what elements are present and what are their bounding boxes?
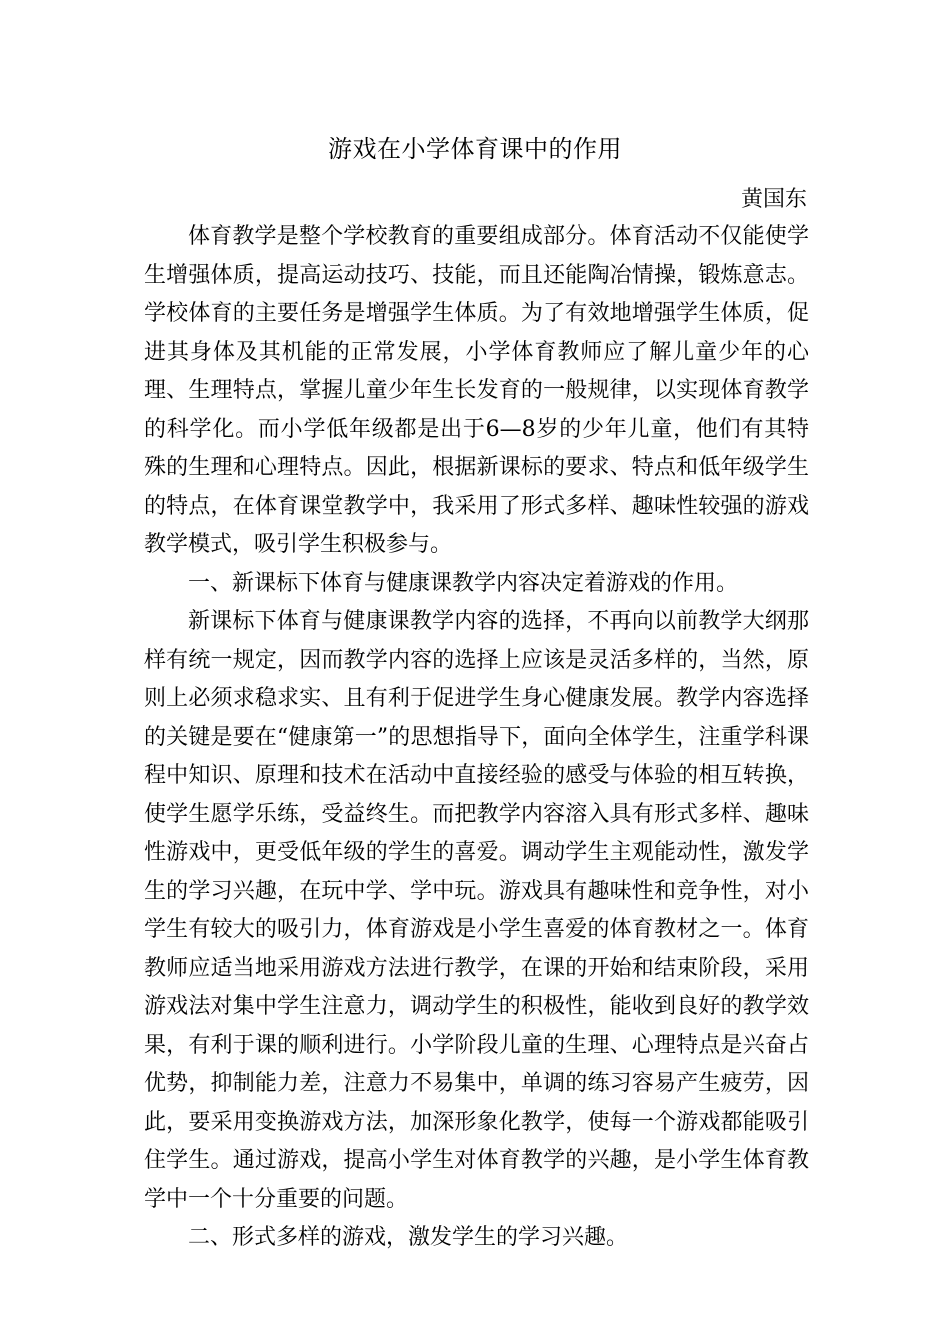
document-body	[144, 218, 809, 1258]
paragraph-section-1: 新课标下体育与健康课教学内容的选择，不再向以前教学大纲那样有统一规定，因而教学内容的选择上应该是灵活多样的，当然，原则上必须求稳求实、且有利于促进学生身心健康发展。教学内容选择的关键是要在“健康第一”的思想指导下，面向全体学生，注重学科课程中知识、原理和技术在活动中直接经验的感受与体验的相互转换，使学生愿学乐练，受益终生。而把教学内容溶入具有形式多样、趣味性游戏中，更受低年级的学生的喜爱。调动学生主观能动性，激发学生的学习兴趣，在玩中学、学中玩。游戏具有趣味性和竞争性，对小学生有较大的吸引力，体育游戏是小学生喜爱的体育教材之一。体育教师应适当地采用游戏方法进行教学，在课的开始和结束阶段，采用游戏法对集中学生注意力，调动学生的积极性，能收到良好的教学效果，有利于课的顺利进行。小学阶段儿童的生理、心理特点是兴奋占优势，抑制能力差，注意力不易集中，单调的练习容易产生疲劳，因此，要采用变换游戏方法，加深形象化教学，使每一个游戏都能吸引住学生。通过游戏，提高小学生对体育教学的兴趣，是小学生体育教学中一个十分重要的问题。	[144, 609, 809, 1212]
section-heading-1: 一、新课标下体育与健康课教学内容决定着游戏的作用。	[188, 570, 739, 596]
document-title: 游戏在小学体育课中的作用	[328, 135, 622, 163]
section-heading-2: 二、形式多样的游戏，激发学生的学习兴趣。	[188, 1225, 629, 1250]
document-author: 黄国东	[740, 187, 807, 212]
paragraph-intro: 体育教学是整个学校教育的重要组成部分。体育活动不仅能使学生增强体质，提高运动技巧、技能，而且还能陶冶情操，锻炼意志。学校体育的主要任务是增强学生体质。为了有效地增强学生体质，促进其身体及其机能的正常发展，小学体育教师应了解儿童少年的心理、生理特点，掌握儿童少年生长发育的一般规律，以实现体育教学的科学化。而小学低年级都是出于6—8岁的少年儿童，他们有其特殊的生理和心理特点。因此，根据新课标的要求、特点和低年级学生的特点，在体育课堂教学中，我采用了形式多样、趣味性较强的游戏教学模式，吸引学生积极参与。	[144, 224, 809, 557]
